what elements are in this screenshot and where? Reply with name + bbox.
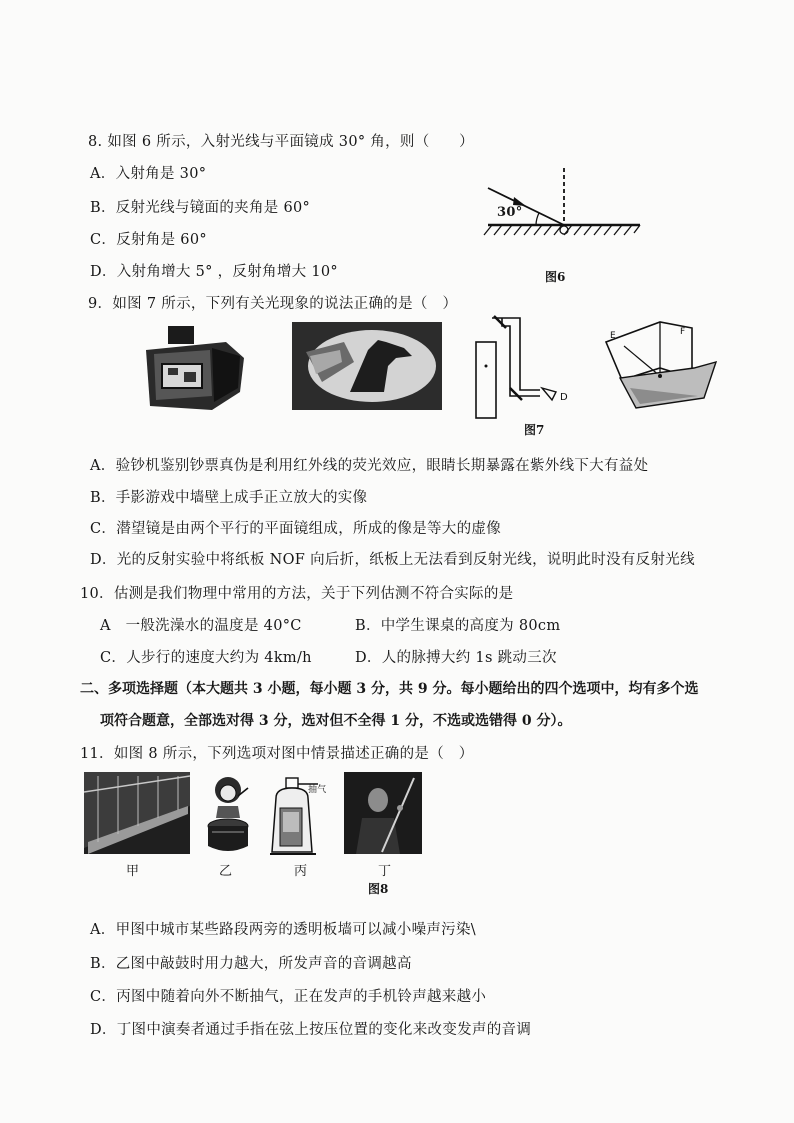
svg-text:D: D <box>560 392 568 403</box>
figure-8-caption: 图8 <box>368 882 389 896</box>
q9-option-d: D．光的反射实验中将纸板 NOF 向后折，纸板上无法看到反射光线，说明此时没有反射光线 <box>90 552 695 568</box>
q9-option-c: C．潜望镜是由两个平行的平面镜组成，所成的像是等大的虚像 <box>90 521 501 537</box>
section-2-heading-line2: 项符合题意，全部选对得 3 分，选对但不全得 1 分，不选或选错得 0 分）。 <box>100 713 572 729</box>
q11-stem: 11．如图 8 所示，下列选项对图中情景描述正确的是（ ） <box>80 746 474 762</box>
q8-option-d: D．入射角增大 5° ，反射角增大 10° <box>90 264 338 280</box>
figure-6-angle-label: 30° <box>497 205 523 220</box>
q11-option-d: D．丁图中演奏者通过手指在弦上按压位置的变化来改变发声的音调 <box>90 1022 532 1038</box>
hand-shadow-image <box>292 322 442 410</box>
string-instrument-player-image <box>344 772 422 854</box>
reflection-board-diagram <box>600 318 718 410</box>
figure-8-label-jia: 甲 <box>126 864 140 879</box>
figure-8-label-bing: 丙 <box>294 864 308 879</box>
svg-text:F: F <box>680 327 686 337</box>
section-2-heading-line1: 二、多项选择题（本大题共 3 小题，每小题 3 分，共 9 分。每小题给出的四个选项中，均有多个选 <box>80 681 699 697</box>
q9-option-a: A．验钞机鉴别钞票真伪是利用红外线的荧光效应，眼睛长期暴露在紫外线下大有益处 <box>90 458 649 474</box>
q10-stem: 10．估测是我们物理中常用的方法，关于下列估测不符合实际的是 <box>80 586 514 602</box>
q8-option-c: C．反射角是 60° <box>90 232 207 248</box>
q10-option-a: A 一般洗澡水的温度是 40°C <box>100 618 302 634</box>
figure-6-caption: 图6 <box>545 270 566 284</box>
q10-option-b: B．中学生课桌的高度为 80cm <box>355 618 561 634</box>
drum-player-image <box>204 772 254 856</box>
q11-option-a: A．甲图中城市某些路段两旁的透明板墙可以减小噪声污染\ <box>90 922 476 938</box>
noise-barrier-image <box>84 772 190 854</box>
periscope-diagram <box>462 312 580 420</box>
currency-detector-image <box>140 322 250 414</box>
q9-stem: 9．如图 7 所示，下列有关光现象的说法正确的是（ ） <box>88 296 458 312</box>
q8-option-a: A．入射角是 30° <box>90 166 207 182</box>
q10-option-c: C．人步行的速度大约为 4km/h <box>100 650 312 666</box>
q11-option-b: B．乙图中敲鼓时用力越大，所发声音的音调越高 <box>90 956 412 972</box>
q8-option-b: B．反射光线与镜面的夹角是 60° <box>90 200 311 216</box>
pump-label: 抽气 <box>308 785 327 795</box>
svg-text:E: E <box>610 331 616 341</box>
figure-8-label-ding: 丁 <box>378 864 392 879</box>
figure-8-label-yi: 乙 <box>219 864 233 879</box>
q8-stem: 8. 如图 6 所示，入射光线与平面镜成 30° 角，则（ ） <box>88 134 474 150</box>
q11-option-c: C．丙图中随着向外不断抽气，正在发声的手机铃声越来越小 <box>90 989 487 1005</box>
q10-option-d: D．人的脉搏大约 1s 跳动三次 <box>355 650 557 666</box>
q9-option-b: B．手影游戏中墙壁上成手正立放大的实像 <box>90 490 368 506</box>
figure-7-caption: 图7 <box>524 423 545 437</box>
